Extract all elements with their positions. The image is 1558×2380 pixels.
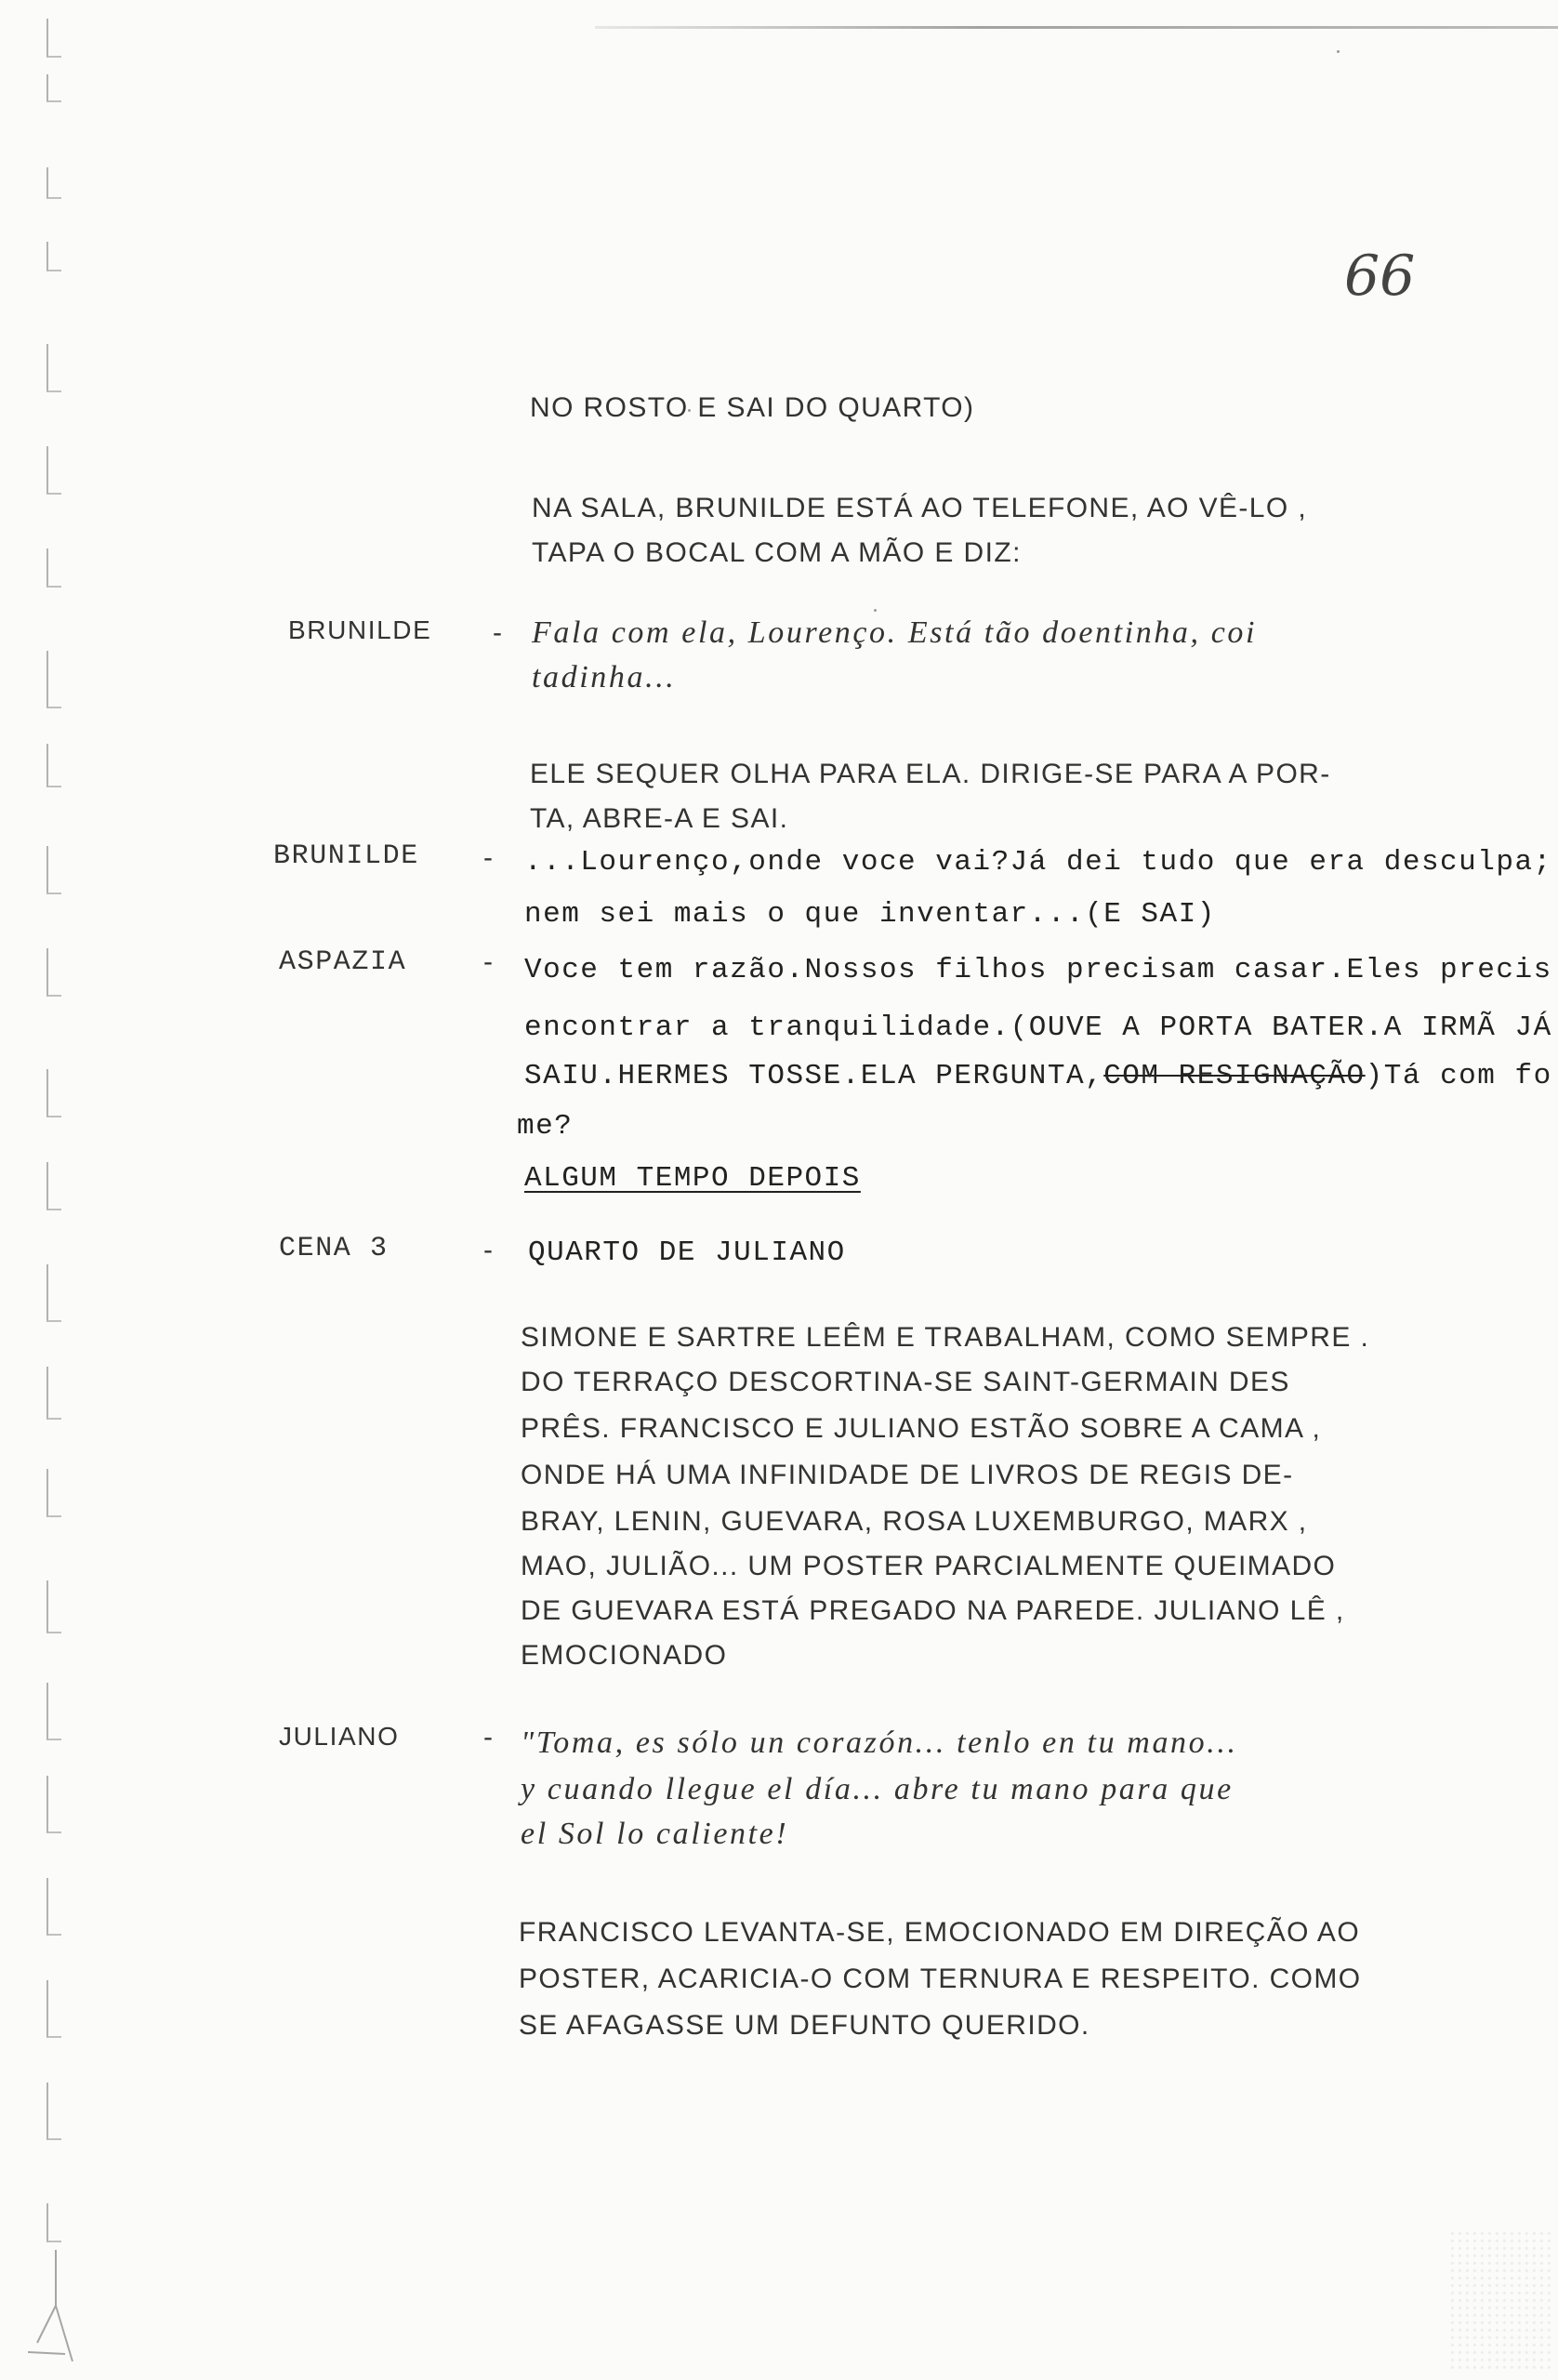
margin-mark (46, 549, 61, 588)
margin-mark (46, 948, 61, 997)
dialogue-text: )Tá com fo (1365, 1060, 1552, 1092)
margin-mark (46, 1469, 61, 1517)
stage-direction: ONDE HÁ UMA INFINIDADE DE LIVROS DE REGIS DE- (521, 1460, 1294, 1490)
margin-mark (46, 1162, 61, 1210)
stage-direction: TAPA O BOCAL COM A MÃO E DIZ: (532, 537, 1022, 568)
dialogue-line: nem sei mais o que inventar...(E SAI) (524, 898, 1216, 931)
dialogue-line: tadinha... (532, 660, 677, 694)
margin-mark (46, 1776, 61, 1833)
scene-label: CENA 3 (279, 1233, 389, 1264)
scene-location: QUARTO DE JULIANO (528, 1236, 846, 1269)
dialogue-line: me? (517, 1110, 574, 1143)
dialogue-line: "Toma, es sólo un corazón... tenlo en tu mano... (521, 1726, 1238, 1760)
stage-direction: SE AFAGASSE UM DEFUNTO QUERIDO. (519, 2010, 1090, 2041)
margin-mark (46, 1069, 61, 1117)
stage-direction: DE GUEVARA ESTÁ PREGADO NA PAREDE. JULIANO LÊ , (521, 1595, 1345, 1626)
stage-direction: ELE SEQUER OLHA PARA ELA. DIRIGE-SE PARA A POR- (530, 759, 1331, 789)
dialogue-line-with-strike (524, 1060, 1552, 1092)
margin-mark (46, 2203, 61, 2242)
speck (1337, 50, 1340, 53)
margin-mark (46, 1878, 61, 1936)
speaker-name: BRUNILDE (288, 615, 432, 644)
margin-mark (46, 1683, 61, 1740)
dialogue-line: el Sol lo caliente! (521, 1817, 789, 1851)
speaker-name: ASPAZIA (279, 946, 407, 978)
margin-mark (46, 1367, 61, 1420)
margin-mark (46, 242, 61, 271)
dialogue-dash: - (493, 617, 502, 648)
margin-mark (46, 446, 61, 495)
dialogue-line: Voce tem razão.Nossos filhos precisam casar.Eles precis (524, 954, 1552, 986)
dialogue-dash: - (483, 946, 493, 977)
stage-direction: DO TERRAÇO DESCORTINA-SE SAINT-GERMAIN DES (521, 1367, 1290, 1397)
margin-mark (46, 744, 61, 787)
stage-direction: EMOCIONADO (521, 1640, 728, 1671)
dialogue-line: Fala com ela, Lourenço. Está tão doentinha, coi (532, 615, 1258, 650)
stage-direction: PRÊS. FRANCISCO E JULIANO ESTÃO SOBRE A CAMA , (521, 1413, 1322, 1444)
stage-direction: NA SALA, BRUNILDE ESTÁ AO TELEFONE, AO VÊ-LO , (532, 493, 1308, 523)
page-number: 66 (1344, 244, 1416, 309)
dialogue-text: SAIU.HERMES TOSSE.ELA PERGUNTA, (524, 1060, 1104, 1092)
scene-heading: ALGUM TEMPO DEPOIS (524, 1162, 861, 1195)
margin-mark (46, 19, 61, 58)
stage-direction: FRANCISCO LEVANTA-SE, EMOCIONADO EM DIREÇÃO AO (519, 1917, 1361, 1948)
dialogue-dash: - (483, 842, 493, 873)
speaker-name: BRUNILDE (273, 840, 419, 872)
margin-mark (46, 1264, 61, 1322)
margin-mark (46, 2082, 61, 2140)
margin-mark (46, 651, 61, 708)
margin-mark (46, 1980, 61, 2038)
margin-mark (46, 846, 61, 894)
paper-noise (1450, 2231, 1552, 2371)
dialogue-dash: - (483, 1235, 493, 1265)
dialogue-line: ...Lourenço,onde voce vai?Já dei tudo que era desculpa; (524, 846, 1552, 879)
stage-direction: MAO, JULIÃO... UM POSTER PARCIALMENTE QUEIMADO (521, 1551, 1337, 1581)
stage-direction: SIMONE E SARTRE LEÊM E TRABALHAM, COMO SEMPRE . (521, 1322, 1370, 1353)
top-edge-line (595, 26, 1558, 29)
margin-mark (46, 1580, 61, 1633)
margin-mark (46, 344, 61, 392)
margin-scribble (19, 2250, 74, 2380)
stage-direction: BRAY, LENIN, GUEVARA, ROSA LUXEMBURGO, MARX , (521, 1506, 1308, 1537)
margin-mark (46, 74, 61, 102)
speck (874, 609, 877, 612)
speaker-name: JULIANO (279, 1722, 400, 1751)
dialogue-line: y cuando llegue el día... abre tu mano para que (521, 1772, 1234, 1806)
dialogue-line: encontrar a tranquilidade.(OUVE A PORTA BATER.A IRMÃ JÁ (524, 1012, 1552, 1044)
stage-direction: POSTER, ACARICIA-O COM TERNURA E RESPEITO. COMO (519, 1964, 1362, 1994)
stage-direction: TA, ABRE-A E SAI. (530, 803, 789, 834)
stage-direction: NO ROSTO E SAI DO QUARTO) (530, 392, 975, 423)
dialogue-dash: - (483, 1722, 493, 1752)
struck-text: COM RESIGNAÇÃO (1103, 1060, 1366, 1092)
margin-mark (46, 167, 61, 199)
